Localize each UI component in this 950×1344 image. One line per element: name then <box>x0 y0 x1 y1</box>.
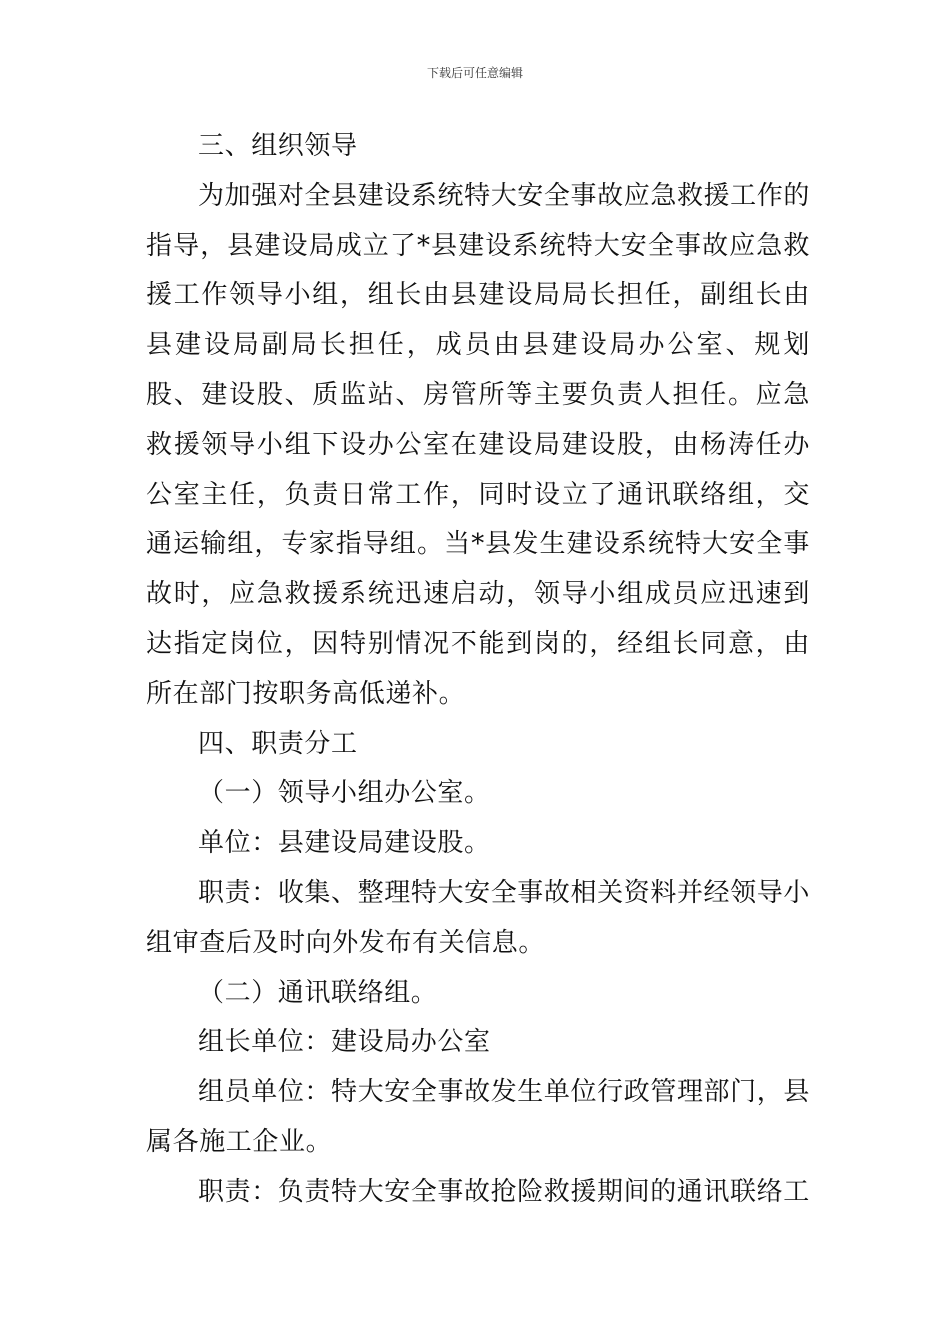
paragraph-comm-leader: 组长单位：建设局办公室 <box>198 1027 491 1058</box>
paragraph-office-unit: 单位：县建设局建设股。 <box>198 828 491 859</box>
paragraph-comm-duty: 职责：负责特大安全事故抢险救援期间的通讯联络工 <box>198 1176 810 1207</box>
section-heading-duties: 四、职责分工 <box>198 728 358 759</box>
section-heading-organization: 三、组织领导 <box>198 131 358 161</box>
paragraph-organization: 为加强对全县建设系统特大安全事故应急救援工作的指导，县建设局成立了*县建设系统特大安全事故应急救援工作领导小组，组长由县建设局局长担任，副组长由县建设局副局长担任，成员由县建设局办公室、规划股、建设股、质监站、房管所等主要负责人担任。应急救援领导小组下设办公室在建设局建设股，由杨涛任办公室主任，负责日常工作，同时设立了通讯联络组，交通运输组，专家指导组。当*县发生建设系统特大安全事故时，应急救援系统迅速启动，领导小组成员应迅速到达指定岗位，因特别情况不能到岗的，经组长同意，由所在部门按职务高低递补。 <box>146 180 810 709</box>
subheading-communication: （二）通讯联络组。 <box>198 977 438 1008</box>
paragraph-comm-members: 组员单位：特大安全事故发生单位行政管理部门，县属各施工企业。 <box>146 1077 810 1157</box>
paragraph-office-duty: 职责：收集、整理特大安全事故相关资料并经领导小组审查后及时向外发布有关信息。 <box>146 877 810 958</box>
document-body <box>146 122 810 1218</box>
subheading-office: （一）领导小组办公室。 <box>198 778 491 809</box>
page-header-note: 下载后可任意编辑 <box>426 66 523 80</box>
